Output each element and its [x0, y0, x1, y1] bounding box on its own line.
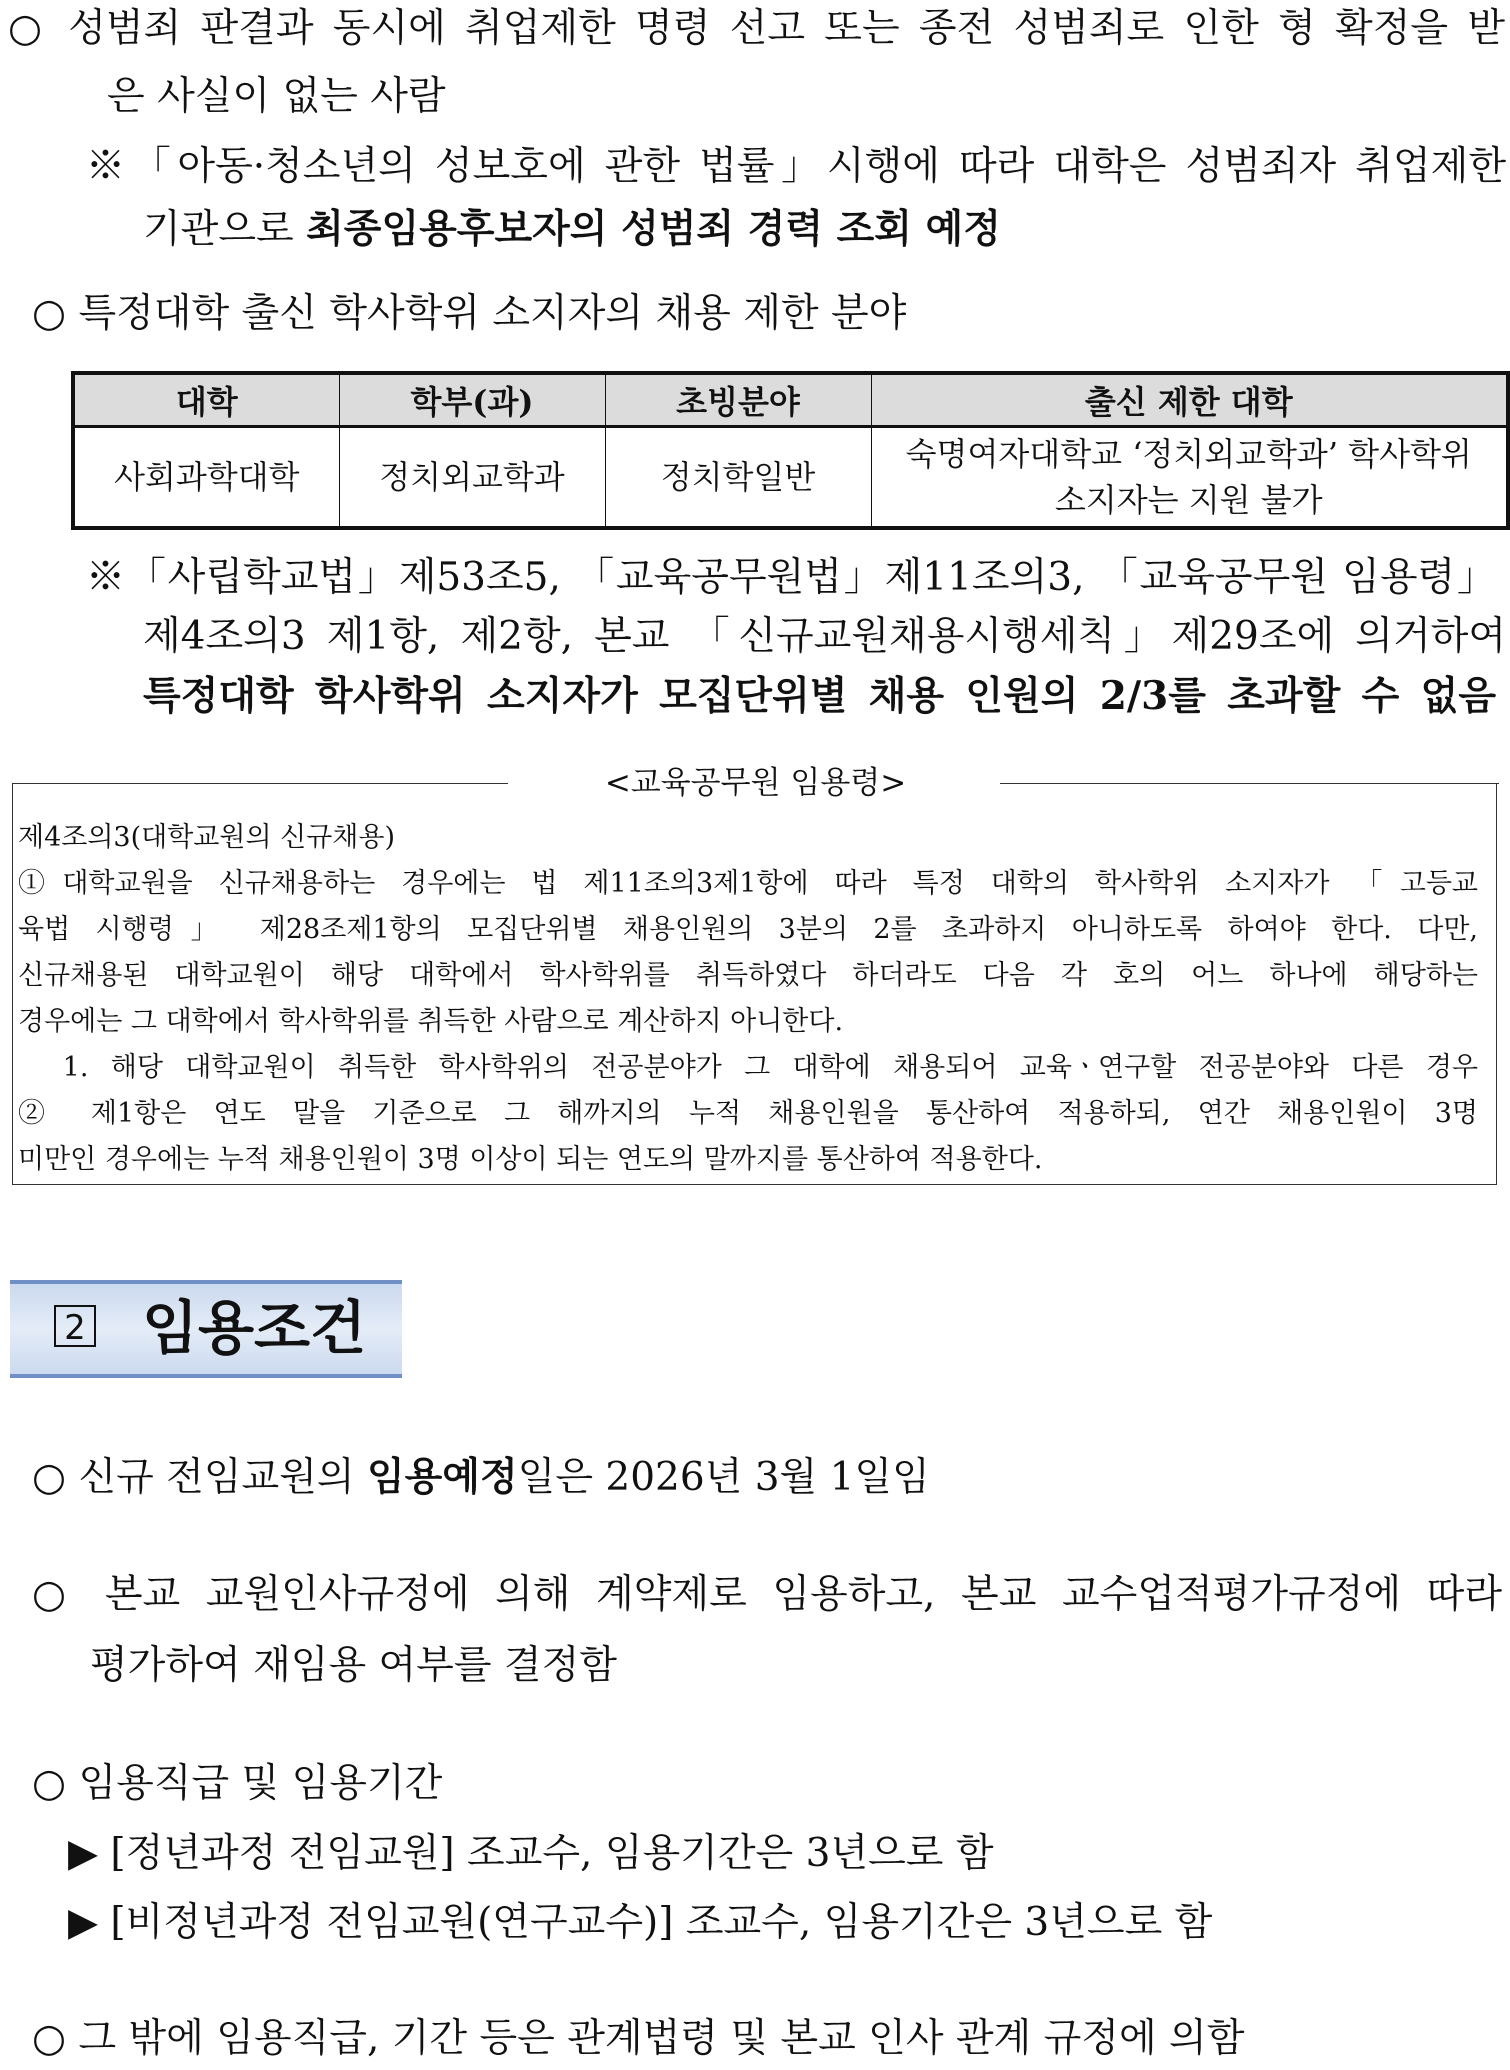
circle-bullet-icon: ○ [8, 6, 49, 51]
header-college: 대학 [73, 373, 339, 427]
law-line: 미만인 경우에는 누적 채용인원이 3명 이상이 되는 연도의 말까지를 통산하여 적용한다. [18, 1144, 1043, 1175]
circle-bullet-icon: ○ [32, 2016, 67, 2061]
law-line: 1. 해당 대학교원이 취득한 학사학위의 전공분야가 그 대학에 채용되어 교육ㆍ연구할 전공분야와 다른 경우 [18, 1052, 1478, 1083]
circle-bullet-icon: ○ [32, 1761, 67, 1806]
note-legal-basis-line2: 제4조의3 제1항, 제2항, 본교 「신규교원채용시행세칙」제29조에 의거하여 [143, 614, 1506, 659]
eligibility-item-line2: 은 사실이 없는 사람 [107, 74, 446, 119]
law-line: 경우에는 그 대학에서 학사학위를 취득한 사람으로 계산하지 아니한다. [18, 1006, 844, 1037]
arrow-bullet-icon: ▶ [68, 1831, 98, 1876]
law-line: ①대학교원을 신규채용하는 경우에는 법 제11조의3제1항에 따라 특정 대학의 학사학위 소지자가 「고등교 [18, 868, 1478, 899]
table-row [73, 427, 1508, 529]
header-restricted-university: 출신 제한 대학 [871, 373, 1508, 427]
note-mark-icon: ※ [86, 555, 127, 600]
condition-rank-period: ○ 임용직급 및 임용기간 [32, 1761, 443, 1806]
restriction-table [71, 371, 1510, 530]
condition-other-regulations: ○ 그 밖에 임용직급, 기간 등은 관계법령 및 본교 인사 관계 규정에 의함 [32, 2016, 1245, 2061]
table-header-row [73, 373, 1508, 427]
law-line: ② 제1항은 연도 말을 기준으로 그 해까지의 누적 채용인원을 통산하여 적용하되, 연간 채용인원이 3명 [18, 1098, 1478, 1129]
condition-contract-line2: 평가하여 재임용 여부를 결정함 [90, 1643, 617, 1688]
section-number: 2 [54, 1305, 96, 1347]
eligibility-item-line1: ○ 성범죄 판결과 동시에 취업제한 명령 선고 또는 종전 성범죄로 인한 형 확정을 받 [8, 6, 1505, 51]
circle-bullet-icon: ○ [32, 291, 67, 336]
section-heading [10, 1280, 402, 1378]
cell-college: 사회과학대학 [73, 427, 339, 529]
cell-field: 정치학일반 [605, 427, 871, 529]
section-title: 임용조건 [142, 1294, 367, 1362]
law-line: 육법 시행령」 제28조제1항의 모집단위별 채용인원의 3분의 2를 초과하지 아니하도록 하여야 한다. 다만, [18, 914, 1478, 945]
law-line: 제4조의3(대학교원의 신규채용) [18, 822, 395, 853]
cell-department: 정치외교학과 [339, 427, 605, 529]
note-sex-offense-line2: 기관으로 최종임용후보자의 성범죄 경력 조회 예정 [143, 206, 1001, 252]
circle-bullet-icon: ○ [32, 1572, 80, 1617]
condition-non-tenure-track: ▶ [비정년과정 전임교원(연구교수)] 조교수, 임용기간은 3년으로 함 [68, 1900, 1213, 1945]
note-mark-icon: ※ [86, 144, 132, 189]
condition-tenure-track: ▶ [정년과정 전임교원] 조교수, 임용기간은 3년으로 함 [68, 1831, 994, 1876]
condition-contract-line1: ○ 본교 교원인사규정에 의해 계약제로 임용하고, 본교 교수업적평가규정에 따라 [32, 1572, 1502, 1617]
law-box-title: <교육공무원 임용령> [604, 765, 907, 801]
header-department: 학부(과) [339, 373, 605, 427]
circle-bullet-icon: ○ [32, 1455, 67, 1500]
cell-restriction: 숙명여자대학교 ‘정치외교학과’ 학사학위 소지자는 지원 불가 [871, 427, 1508, 529]
law-excerpt-text [18, 815, 1478, 1183]
condition-start-date: ○ 신규 전임교원의 임용예정일은 2026년 3월 1일임 [32, 1454, 930, 1500]
arrow-bullet-icon: ▶ [68, 1900, 98, 1945]
note-legal-basis-line3: 특정대학 학사학위 소지자가 모집단위별 채용 인원의 2/3를 초과할 수 없음 [143, 673, 1496, 719]
note-legal-basis-line1: ※「사립학교법」제53조5, 「교육공무원법」제11조의3, 「교육공무원 임용령」 [86, 555, 1496, 600]
law-line: 신규채용된 대학교원이 해당 대학에서 학사학위를 취득하였다 하더라도 다음 각 호의 어느 하나에 해당하는 [18, 960, 1478, 991]
restriction-heading: ○ 특정대학 출신 학사학위 소지자의 채용 제한 분야 [32, 291, 907, 336]
note-sex-offense-line1: ※「아동·청소년의 성보호에 관한 법률」시행에 따라 대학은 성범죄자 취업제한 [86, 144, 1506, 189]
header-field: 초빙분야 [605, 373, 871, 427]
